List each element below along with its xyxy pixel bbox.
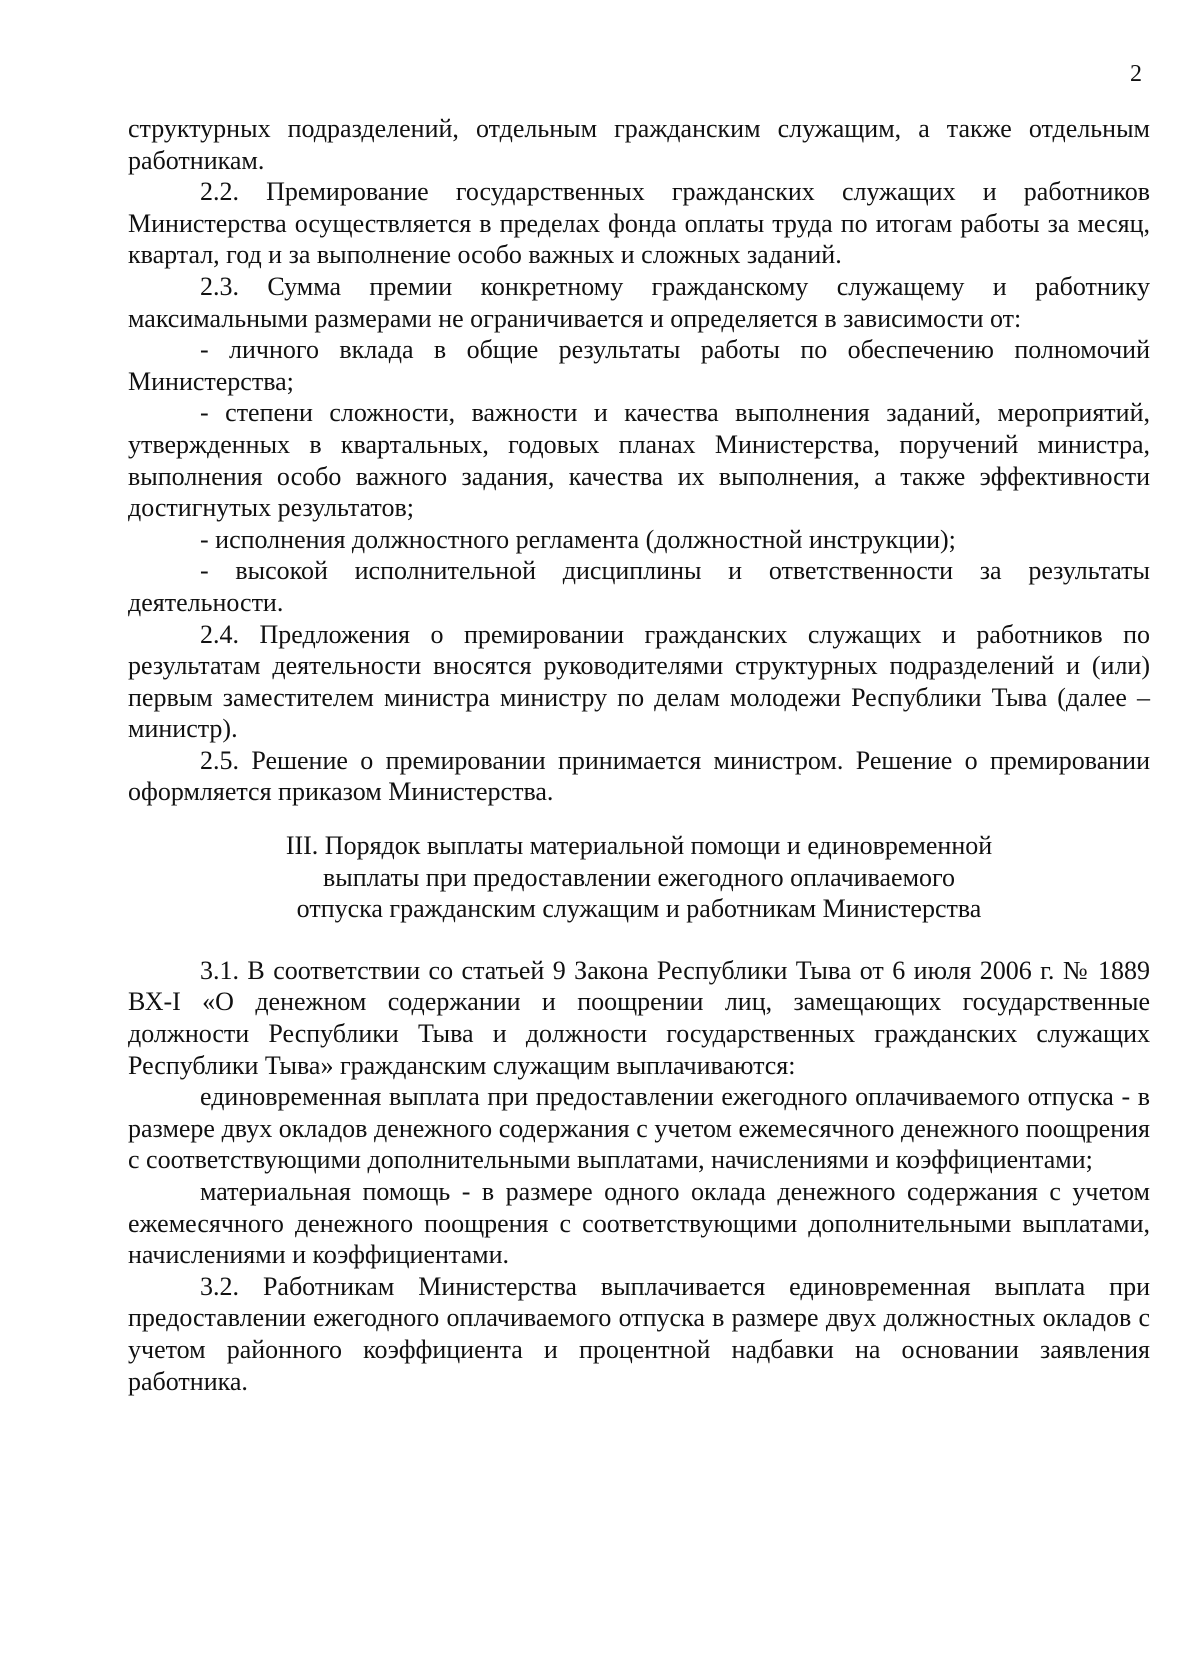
section-heading-line-3: отпуска гражданским служащим и работникам Министерства bbox=[296, 894, 982, 924]
paragraph-3-2: 3.2. Работникам Министерства выплачивается единовременная выплата при предоставлении ежегодного оплачиваемого отпуска в размере двух должностных окладов с учетом районного коэффициента и процентной надбавки на основании заявления работника. bbox=[128, 1271, 1150, 1396]
paragraph-2-3: 2.3. Сумма премии конкретному гражданскому служащему и работнику максимальными размерами не ограничивается и определяется в зависимости от: bbox=[128, 271, 1150, 333]
section-3-heading bbox=[128, 830, 1150, 925]
paragraph-continuation: структурных подразделений, отдельным гражданским служащим, а также отдельным работникам. bbox=[128, 114, 1150, 175]
list-item-regulation: - исполнения должностного регламента (должностной инструкции); bbox=[200, 524, 956, 554]
section-3 bbox=[128, 955, 1150, 1397]
section-heading-line-1: III. Порядок выплаты материальной помощи и единовременной bbox=[285, 831, 993, 861]
paragraph-3-1: 3.1. В соответствии со статьей 9 Закона Республики Тыва от 6 июля 2006 г. № 1889 ВХ-I «О денежном содержании и поощрении лиц, замещающих государственные должности Республики Тыва и должности государственных гражданских служащих Республики Тыва» гражданским служащим выплачиваются: bbox=[128, 955, 1150, 1080]
document-body bbox=[128, 113, 1150, 1397]
section-heading-line-2: выплаты при предоставлении ежегодного оплачиваемого bbox=[322, 862, 956, 892]
paragraph-2-5: 2.5. Решение о премировании принимается министром. Решение о премировании оформляется приказом Министерства. bbox=[128, 745, 1150, 807]
section-2-continuation bbox=[128, 113, 1150, 808]
paragraph-2-4: 2.4. Предложения о премировании гражданских служащих и работников по результатам деятельности вносятся руководителями структурных подразделений и (или) первым заместителем министра министру по делам молодежи Республики Тыва (далее – министр). bbox=[128, 619, 1150, 744]
list-item-discipline: - высокой исполнительной дисциплины и ответственности за результаты деятельности. bbox=[128, 556, 1150, 617]
paragraph-material-aid: материальная помощь - в размере одного оклада денежного содержания с учетом ежемесячного денежного поощрения с соответствующими дополнительными выплатами, начислениями и коэффициентами. bbox=[128, 1177, 1150, 1270]
paragraph-2-2: 2.2. Премирование государственных гражданских служащих и работников Министерства осуществляется в пределах фонда оплаты труда по итогам работы за месяц, квартал, год и за выполнение особо важных и сложных заданий. bbox=[128, 177, 1150, 270]
list-item-personal-contribution: - личного вклада в общие результаты работы по обеспечению полномочий Министерства; bbox=[128, 335, 1150, 396]
paragraph-lump-sum: единовременная выплата при предоставлении ежегодного оплачиваемого отпуска - в размере двух окладов денежного содержания с учетом ежемесячного денежного поощрения с соответствующими дополнительными выплатами, начислениями и коэффициентами; bbox=[128, 1082, 1150, 1175]
list-item-complexity: - степени сложности, важности и качества выполнения заданий, мероприятий, утвержденных в квартальных, годовых планах Министерства, поручений министра, выполнения особо важного задания, качества их выполнения, а также эффективности достигнутых результатов; bbox=[128, 398, 1150, 523]
page-number: 2 bbox=[1130, 61, 1142, 87]
